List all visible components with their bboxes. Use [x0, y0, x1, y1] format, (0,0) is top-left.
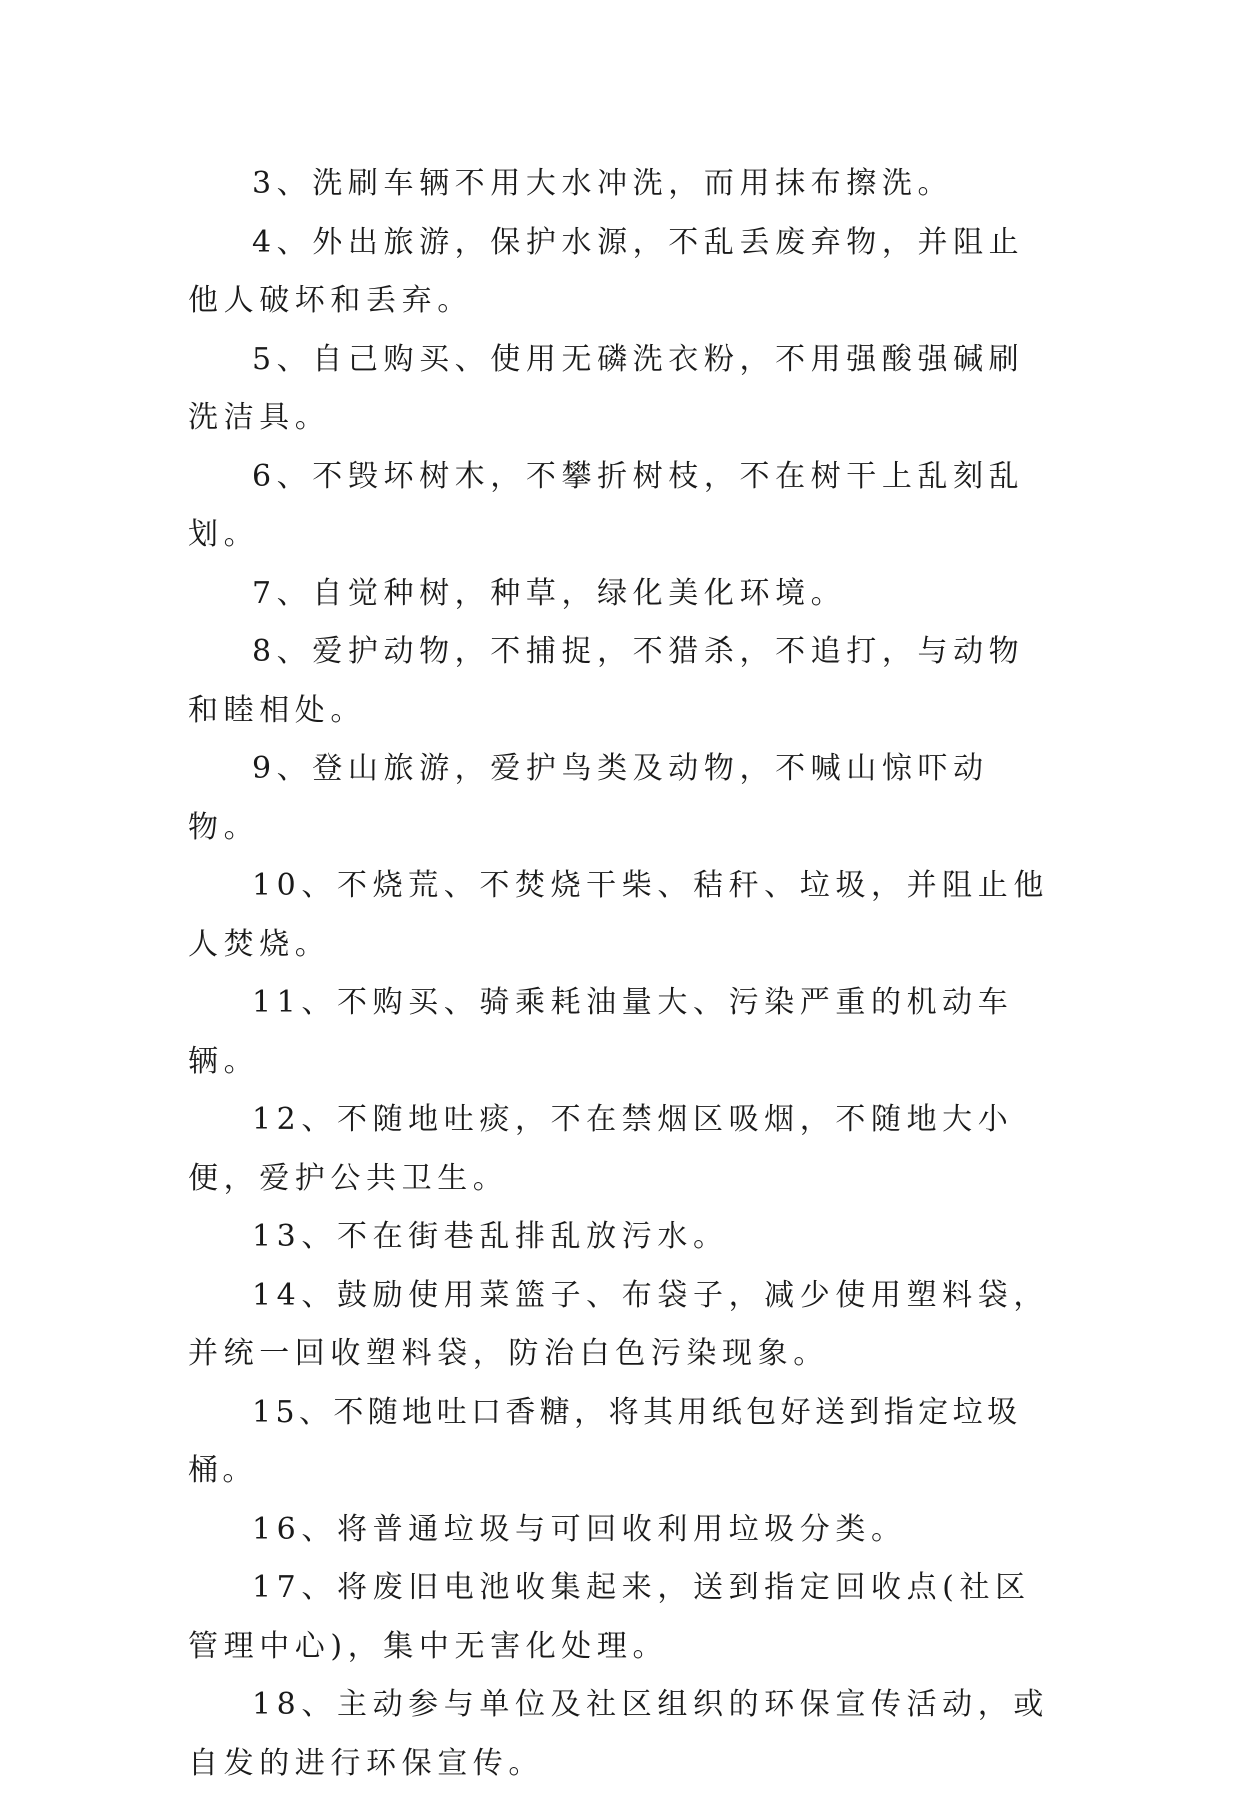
paragraph-item-10: 10、不烧荒、不焚烧干柴、秸秆、垃圾，并阻止他人焚烧。 [188, 868, 1049, 962]
paragraph-item-13: 13、不在街巷乱排乱放污水。 [252, 1219, 729, 1254]
paragraph-item-14: 14、鼓励使用菜篮子、布袋子，减少使用塑料袋，并统一回收塑料袋，防治白色污染现象。 [188, 1277, 1049, 1371]
paragraph-item-11: 11、不购买、骑乘耗油量大、污染严重的机动车辆。 [188, 985, 1014, 1079]
paragraph-item-8: 8、爱护动物，不捕捉，不猎杀，不追打，与动物和睦相处。 [188, 634, 1025, 728]
paragraph-item-18: 18、主动参与单位及社区组织的环保宣传活动，或自发的进行环保宣传。 [188, 1687, 1049, 1781]
paragraph-item-4: 4、外出旅游，保护水源，不乱丢废弃物，并阻止他人破坏和丢弃。 [188, 224, 1025, 318]
paragraph-item-6: 6、不毁坏树木，不攀折树枝，不在树干上乱刻乱划。 [188, 458, 1025, 552]
paragraph-item-17: 17、将废旧电池收集起来，送到指定回收点(社区管理中心)，集中无害化处理。 [188, 1570, 1031, 1664]
paragraph-item-5: 5、自己购买、使用无磷洗衣粉，不用强酸强碱刷洗洁具。 [188, 341, 1025, 435]
paragraph-item-7: 7、自觉种树，种草，绿化美化环境。 [252, 575, 847, 611]
paragraph-item-16: 16、将普通垃圾与可回收利用垃圾分类。 [252, 1511, 907, 1547]
paragraph-item-15: 15、不随地吐口香糖，将其用纸包好送到指定垃圾桶。 [188, 1394, 1022, 1488]
paragraph-item-12: 12、不随地吐痰，不在禁烟区吸烟，不随地大小便，爱护公共卫生。 [188, 1102, 1014, 1196]
document-body [188, 155, 1058, 1793]
paragraph-item-3: 3、洗刷车辆不用大水冲洗，而用抹布擦洗。 [252, 166, 954, 201]
paragraph-item-9: 9、登山旅游，爱护鸟类及动物，不喊山惊吓动物。 [188, 751, 989, 845]
